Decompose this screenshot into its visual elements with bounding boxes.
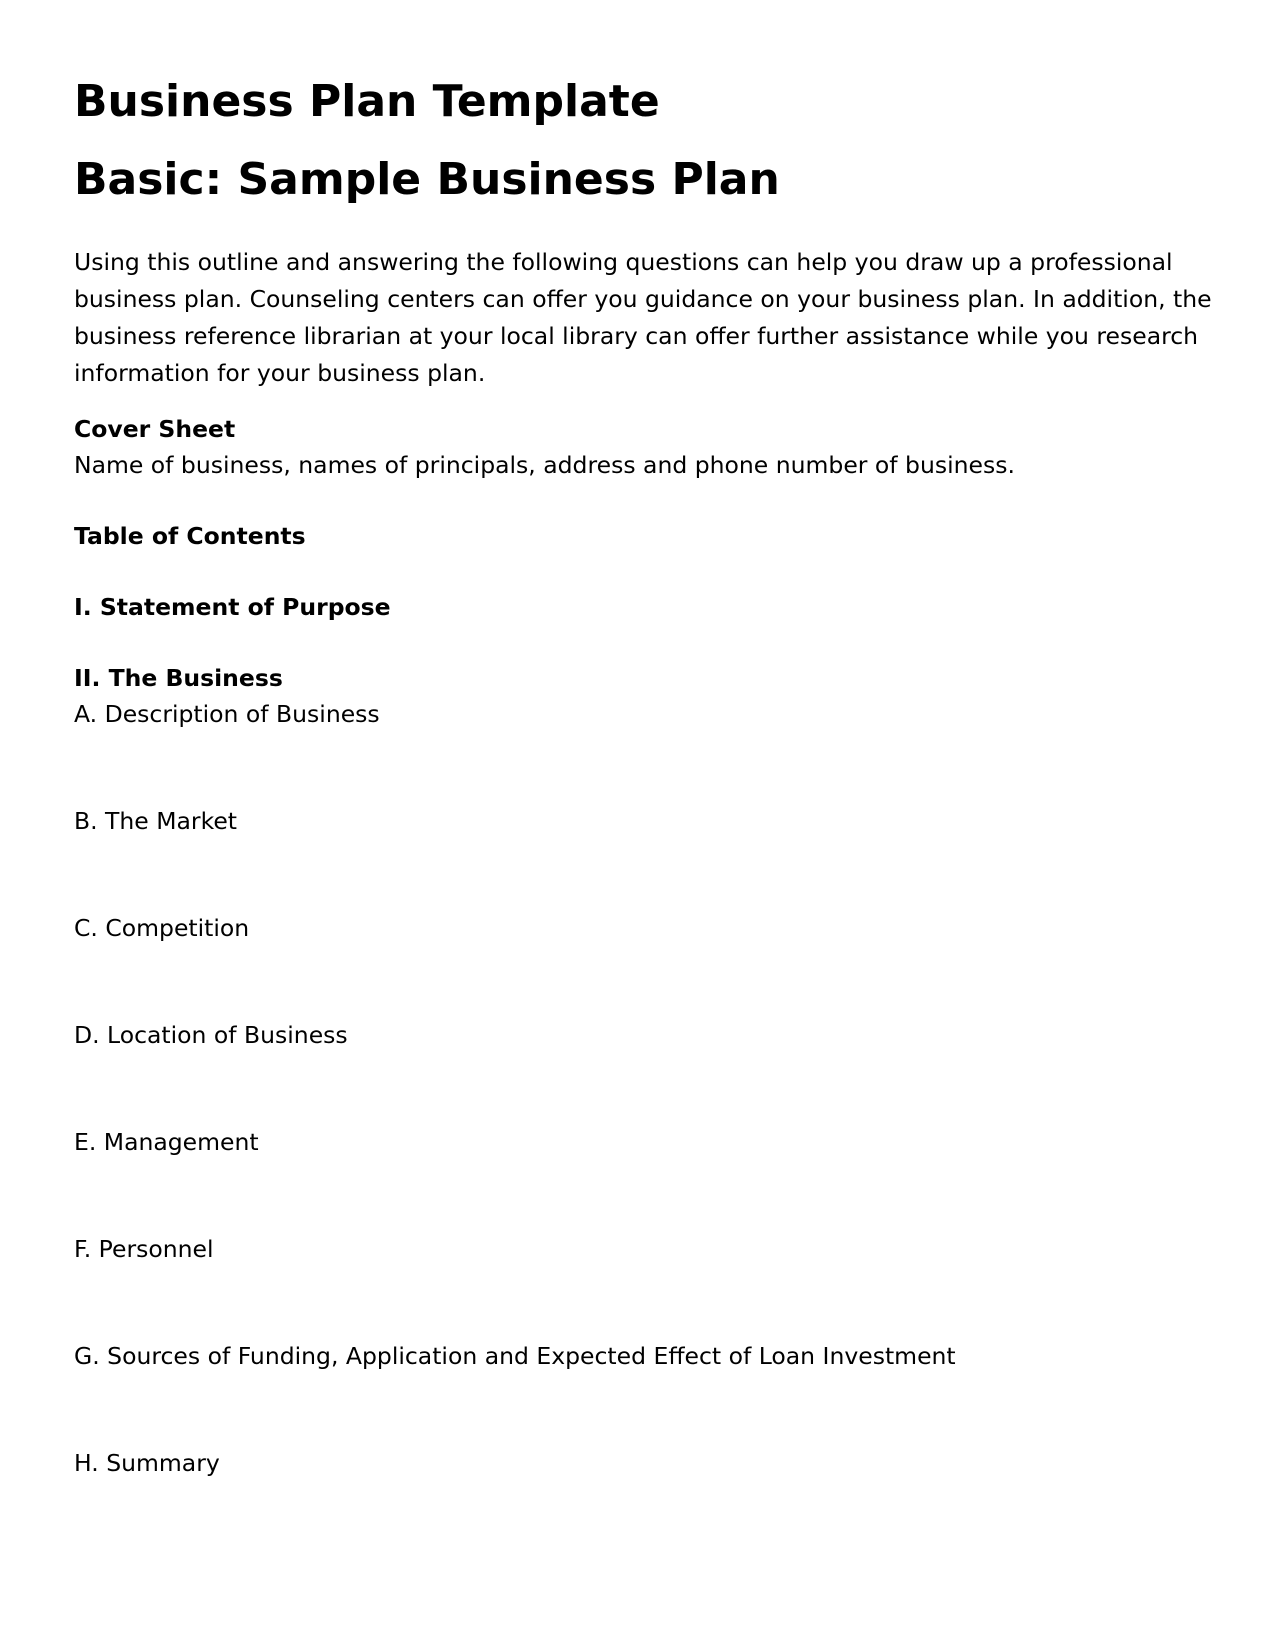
the-business-heading: II. The Business — [74, 664, 283, 692]
business-item-funding: G. Sources of Funding, Application and Expected Effect of Loan Investment — [74, 1342, 956, 1370]
business-item-management: E. Management — [74, 1128, 259, 1156]
statement-of-purpose-heading: I. Statement of Purpose — [74, 593, 391, 621]
business-item-location: D. Location of Business — [74, 1021, 348, 1049]
cover-sheet-heading: Cover Sheet — [74, 415, 236, 443]
document-title: Business Plan Template — [74, 76, 660, 127]
business-item-personnel: F. Personnel — [74, 1235, 214, 1263]
business-item-market: B. The Market — [74, 807, 238, 835]
cover-sheet-text: Name of business, names of principals, address and phone number of business. — [74, 451, 1015, 479]
table-of-contents-heading: Table of Contents — [74, 522, 306, 550]
business-item-description: A. Description of Business — [74, 700, 380, 728]
business-item-summary: H. Summary — [74, 1449, 220, 1477]
intro-paragraph: Using this outline and answering the following questions can help you draw up a professional business plan. Counseling centers can offer you guidance on your business plan. In addition, the business reference librarian at your local library can offer further assistance while you research information for your business plan. — [74, 248, 1212, 387]
business-item-competition: C. Competition — [74, 914, 250, 942]
document-subtitle: Basic: Sample Business Plan — [74, 154, 780, 205]
